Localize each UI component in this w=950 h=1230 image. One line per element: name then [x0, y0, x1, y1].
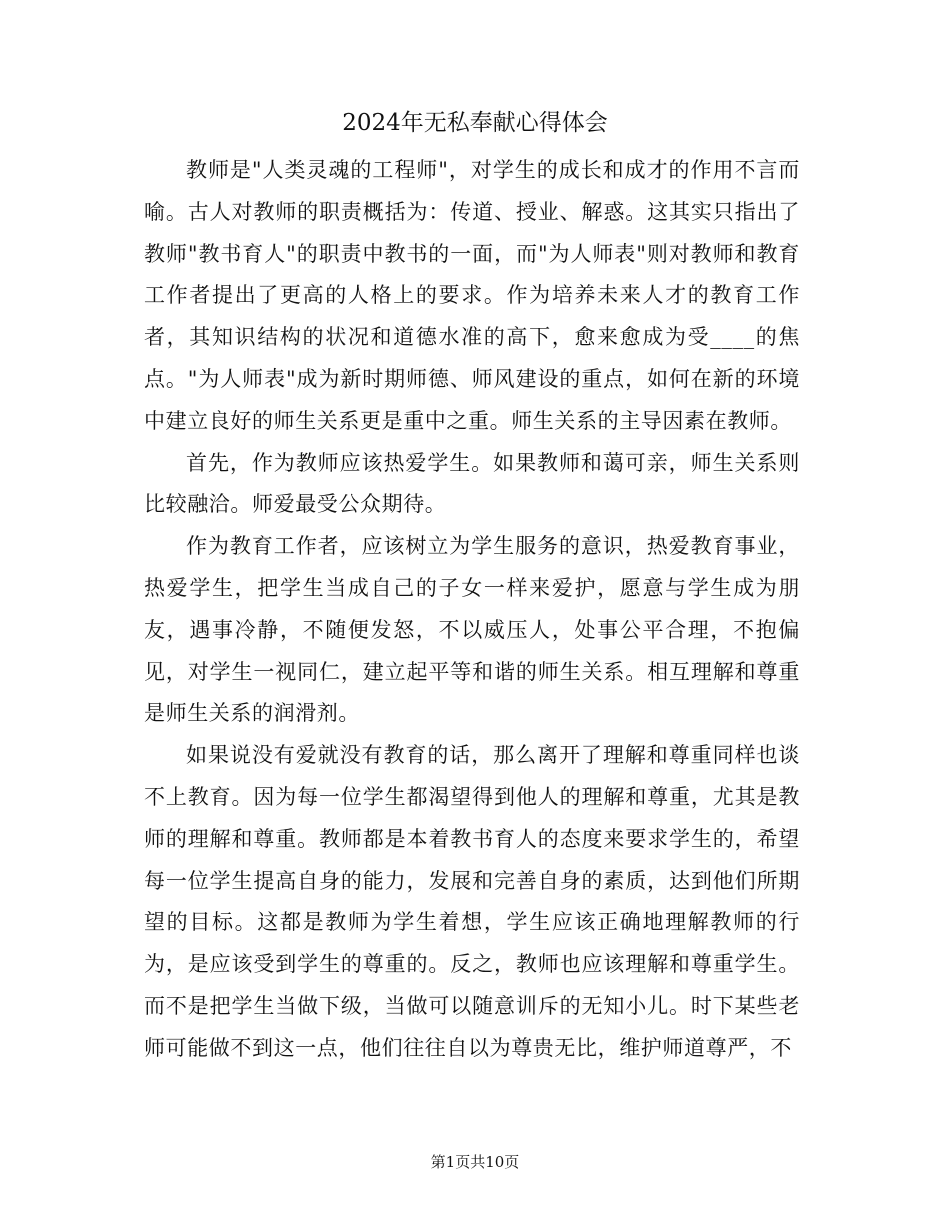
- paragraph: 作为教育工作者，应该树立为学生服务的意识，热爱教育事业，热爱学生，把学生当成自己的子女一样来爱护，愿意与学生成为朋友，遇事冷静，不随便发怒，不以威压人，处事公平合理，不抱偏见，对学生一视同仁，建立起平等和谐的师生关系。相互理解和尊重是师生关系的润滑剂。: [144, 534, 800, 726]
- page-number-footer: 第1页共10页: [430, 1153, 520, 1171]
- document-body: [144, 150, 800, 1070]
- paragraph: 首先，作为教师应该热爱学生。如果教师和蔼可亲，师生关系则比较融洽。师爱最受公众期待。: [144, 450, 800, 517]
- paragraph: 教师是"人类灵魂的工程师"，对学生的成长和成才的作用不言而喻。古人对教师的职责概括为：传道、授业、解惑。这其实只指出了教师"教书育人"的职责中教书的一面，而"为人师表"则对教师和教育工作者提出了更高的人格上的要求。作为培养未来人才的教育工作者，其知识结构的状况和道德水准的高下，愈来愈成为受____的焦点。"为人师表"成为新时期师德、师风建设的重点，如何在新的环境中建立良好的师生关系更是重中之重。师生关系的主导因素在教师。: [144, 158, 800, 433]
- document-title: 2024年无私奉献心得体会: [342, 110, 608, 136]
- paragraph: 如果说没有爱就没有教育的话，那么离开了理解和尊重同样也谈不上教育。因为每一位学生都渴望得到他人的理解和尊重，尤其是教师的理解和尊重。教师都是本着教书育人的态度来要求学生的，希望每一位学生提高自身的能力，发展和完善自身的素质，达到他们所期望的目标。这都是教师为学生着想，学生应该正确地理解教师的行为，是应该受到学生的尊重的。反之，教师也应该理解和尊重学生。而不是把学生当做下级，当做可以随意训斥的无知小儿。时下某些老师可能做不到这一点，他们往往自以为尊贵无比，维护师道尊严，不: [144, 743, 800, 1060]
